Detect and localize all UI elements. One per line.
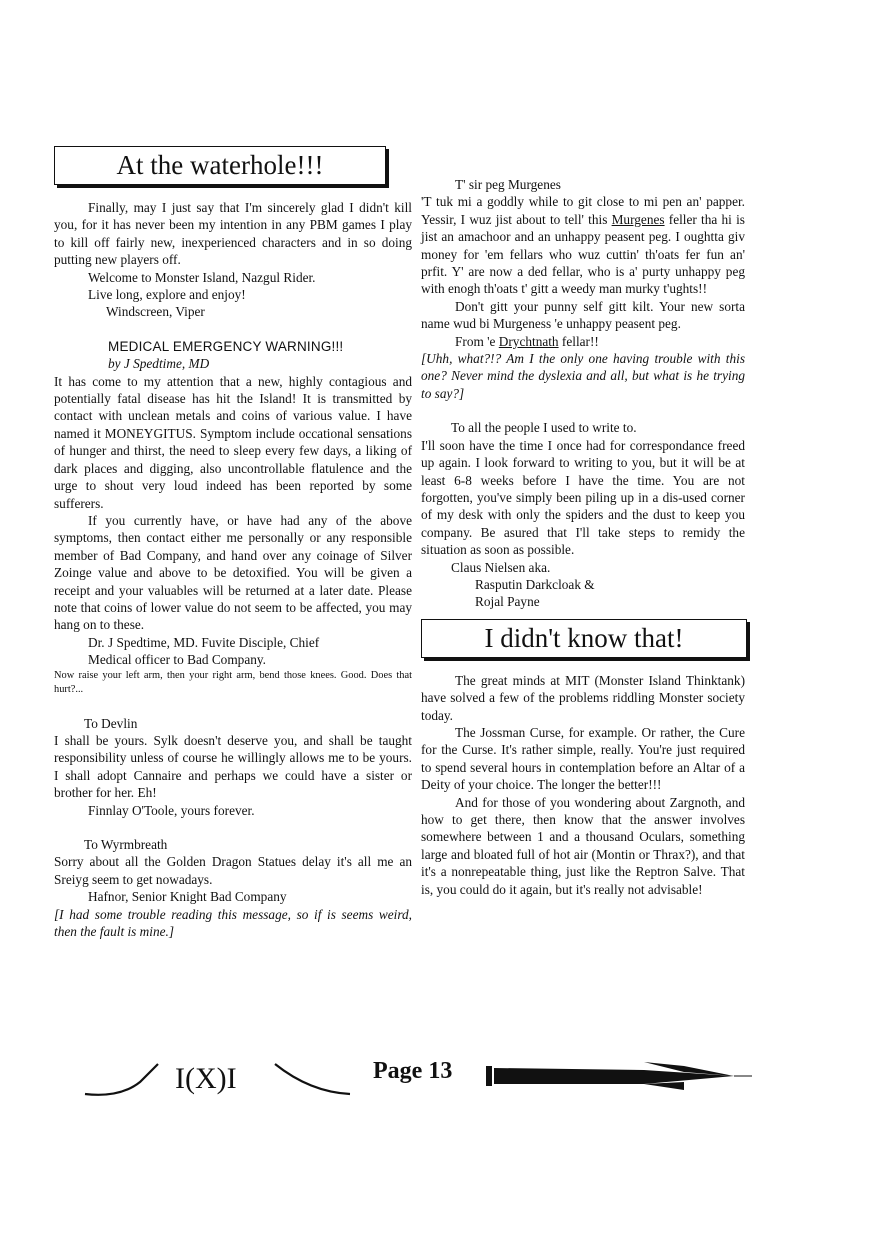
medical-warning-ps: Now raise your left arm, then your right arm, bend those knees. Good. Does that hurt?...: [54, 669, 412, 696]
mit-paragraph-2: The Jossman Curse, for example. Or rather, the Cure for the Curse. It's rather simple, really. You're just required to spend several hours in contemplation before an Altar of a Deity of your choice. The longer the better!!!: [421, 724, 745, 793]
wyrmbreath-salutation: To Wyrmbreath: [84, 837, 168, 852]
waterhole-welcome: Welcome to Monster Island, Nazgul Rider.: [88, 269, 316, 285]
medical-warning-paragraph-1: It has come to my attention that a new, highly contagious and potentially fatal disease has hit the Island! It is transmitted by contact with unclean metals and coins of various value. I have named it MONEYGITUS. Symptom include occational sensations of hunger and thirst, the need to sleep every few days, a liking of dark places and digging, also uncontrollable flatulence and the urge to shout very loud indeed has been reported by some sufferers.: [54, 373, 412, 511]
claus-signature-2: Rasputin Darkcloak &: [475, 576, 595, 592]
medical-warning-signature-2: Medical officer to Bad Company.: [88, 652, 266, 668]
devlin-salutation: To Devlin: [84, 715, 138, 731]
waterhole-live-long: Live long, explore and enjoy!: [88, 287, 246, 303]
peg-text-part: 'T tuk mi a goddly while to git close to mi pen an' papper. Yessir, I wuz jist about to tell' this: [421, 194, 745, 227]
left-column: [54, 146, 412, 940]
claus-message: I'll soon have the time I once had for correspondance freed up again. I look forward to writing to you, but it will be at least 6-8 weeks before I have the time. You are not forgotten, you've simply been piling up in a dis-used corner of my desk with only the spiders and the dust to keep you company. Be asured that I'll take steps to remidy the situation as soon as possible.: [421, 437, 745, 558]
medical-warning-byline: by J Spedtime, MD: [108, 356, 210, 372]
drychtnath-name: Drychtnath: [498, 333, 559, 349]
wyrmbreath-message: Sorry about all the Golden Dragon Statues delay it's all me an Sreiyg seem to get nowadays.: [54, 854, 412, 887]
peg-text-part: feller tha hi is jist an amachoor and an unhappy peasent peg. I oughtta giv money for 'em fellars who wuz cuttin' th'oats fer fun an' prfit. Y' are now a ded fellar, who is a' purty unhappy peg with enogh th'oats t' gitt a weedy man murky t'ughts!!: [421, 211, 745, 297]
peg-from-text: fellar!!: [558, 333, 599, 349]
footer-pen-arrow-icon: [484, 1054, 754, 1094]
wyrmbreath-signature: Hafnor, Senior Knight Bad Company: [88, 889, 287, 905]
heading-at-the-waterhole: At the waterhole!!!: [54, 146, 386, 185]
peg-from-text: From 'e: [455, 333, 499, 349]
claus-salutation: To all the people I used to write to.: [451, 420, 637, 436]
waterhole-signature: Windscreen, Viper: [106, 304, 205, 320]
peg-editor-note: [Uhh, what?!? Am I the only one having trouble with this one? Never mind the dyslexia and all, but what is he trying to say?]: [421, 351, 745, 401]
claus-signature-1: Claus Nielsen aka.: [451, 559, 551, 575]
devlin-message: I shall be yours. Sylk doesn't deserve you, and shall be taught responsibility unless of course he willingly allows me to be yours. I shall adopt Cannaire and perhaps we could have a sister or brother for her. Eh!: [54, 732, 412, 801]
medical-warning-paragraph-2: If you currently have, or have had any of the above symptoms, then contact either me personally or any responsible member of Bad Company, and hand over any coinage of Silver Zoinge value and above to be detoxified. You will be given a receipt and your valuables will be returned at a later date. Please note that coins of lower value do not seem to be affected, you may hang on to these.: [54, 512, 412, 633]
mit-paragraph-1: The great minds at MIT (Monster Island Thinktank) have solved a few of the problems riddling Monster society today.: [421, 672, 745, 723]
right-column: [421, 176, 745, 898]
page-footer: [0, 1048, 877, 1108]
peg-paragraph-2: Don't gitt your punny self gitt kilt. Your new sorta name wud bi Murgeness 'e unhappy peasent peg.: [421, 298, 745, 332]
medical-warning-title: MEDICAL EMERGENCY WARNING!!!: [108, 338, 344, 354]
heading-i-didnt-know-that: I didn't know that!: [421, 619, 747, 658]
footer-swoosh-logo-icon: [80, 1052, 370, 1102]
claus-signature-3: Rojal Payne: [475, 594, 540, 610]
wyrmbreath-editor-note: [I had some trouble reading this message, so if is seems weird, then the fault is mine.]: [54, 906, 412, 940]
peg-paragraph-1: [421, 193, 745, 297]
waterhole-intro: Finally, may I just say that I'm sincerely glad I didn't kill you, for it has never been my intention in any PBM games I play to kill off fairly new, inexperienced characters and in so doing putting new players off.: [54, 200, 412, 268]
page-number: Page 13: [373, 1058, 453, 1084]
devlin-signature: Finnlay O'Toole, yours forever.: [88, 802, 255, 818]
peg-from: [421, 333, 745, 350]
footer-logo-text: I(X)I: [175, 1062, 237, 1095]
peg-salutation: T' sir peg Murgenes: [455, 177, 561, 192]
murgenes-name: Murgenes: [611, 211, 665, 227]
mit-paragraph-3: And for those of you wondering about Zargnoth, and how to get there, then know that the answer involves somewhere between 1 and a thousand Oculars, something large and bloated full of hot air (Montin or Thrax?), and that it's a nonrepeatable thing, just like the Reptron Salve. That is, you could do it again, but it's really not advisable!: [421, 794, 745, 897]
medical-warning-signature: Dr. J Spedtime, MD. Fuvite Disciple, Chief: [88, 634, 320, 650]
